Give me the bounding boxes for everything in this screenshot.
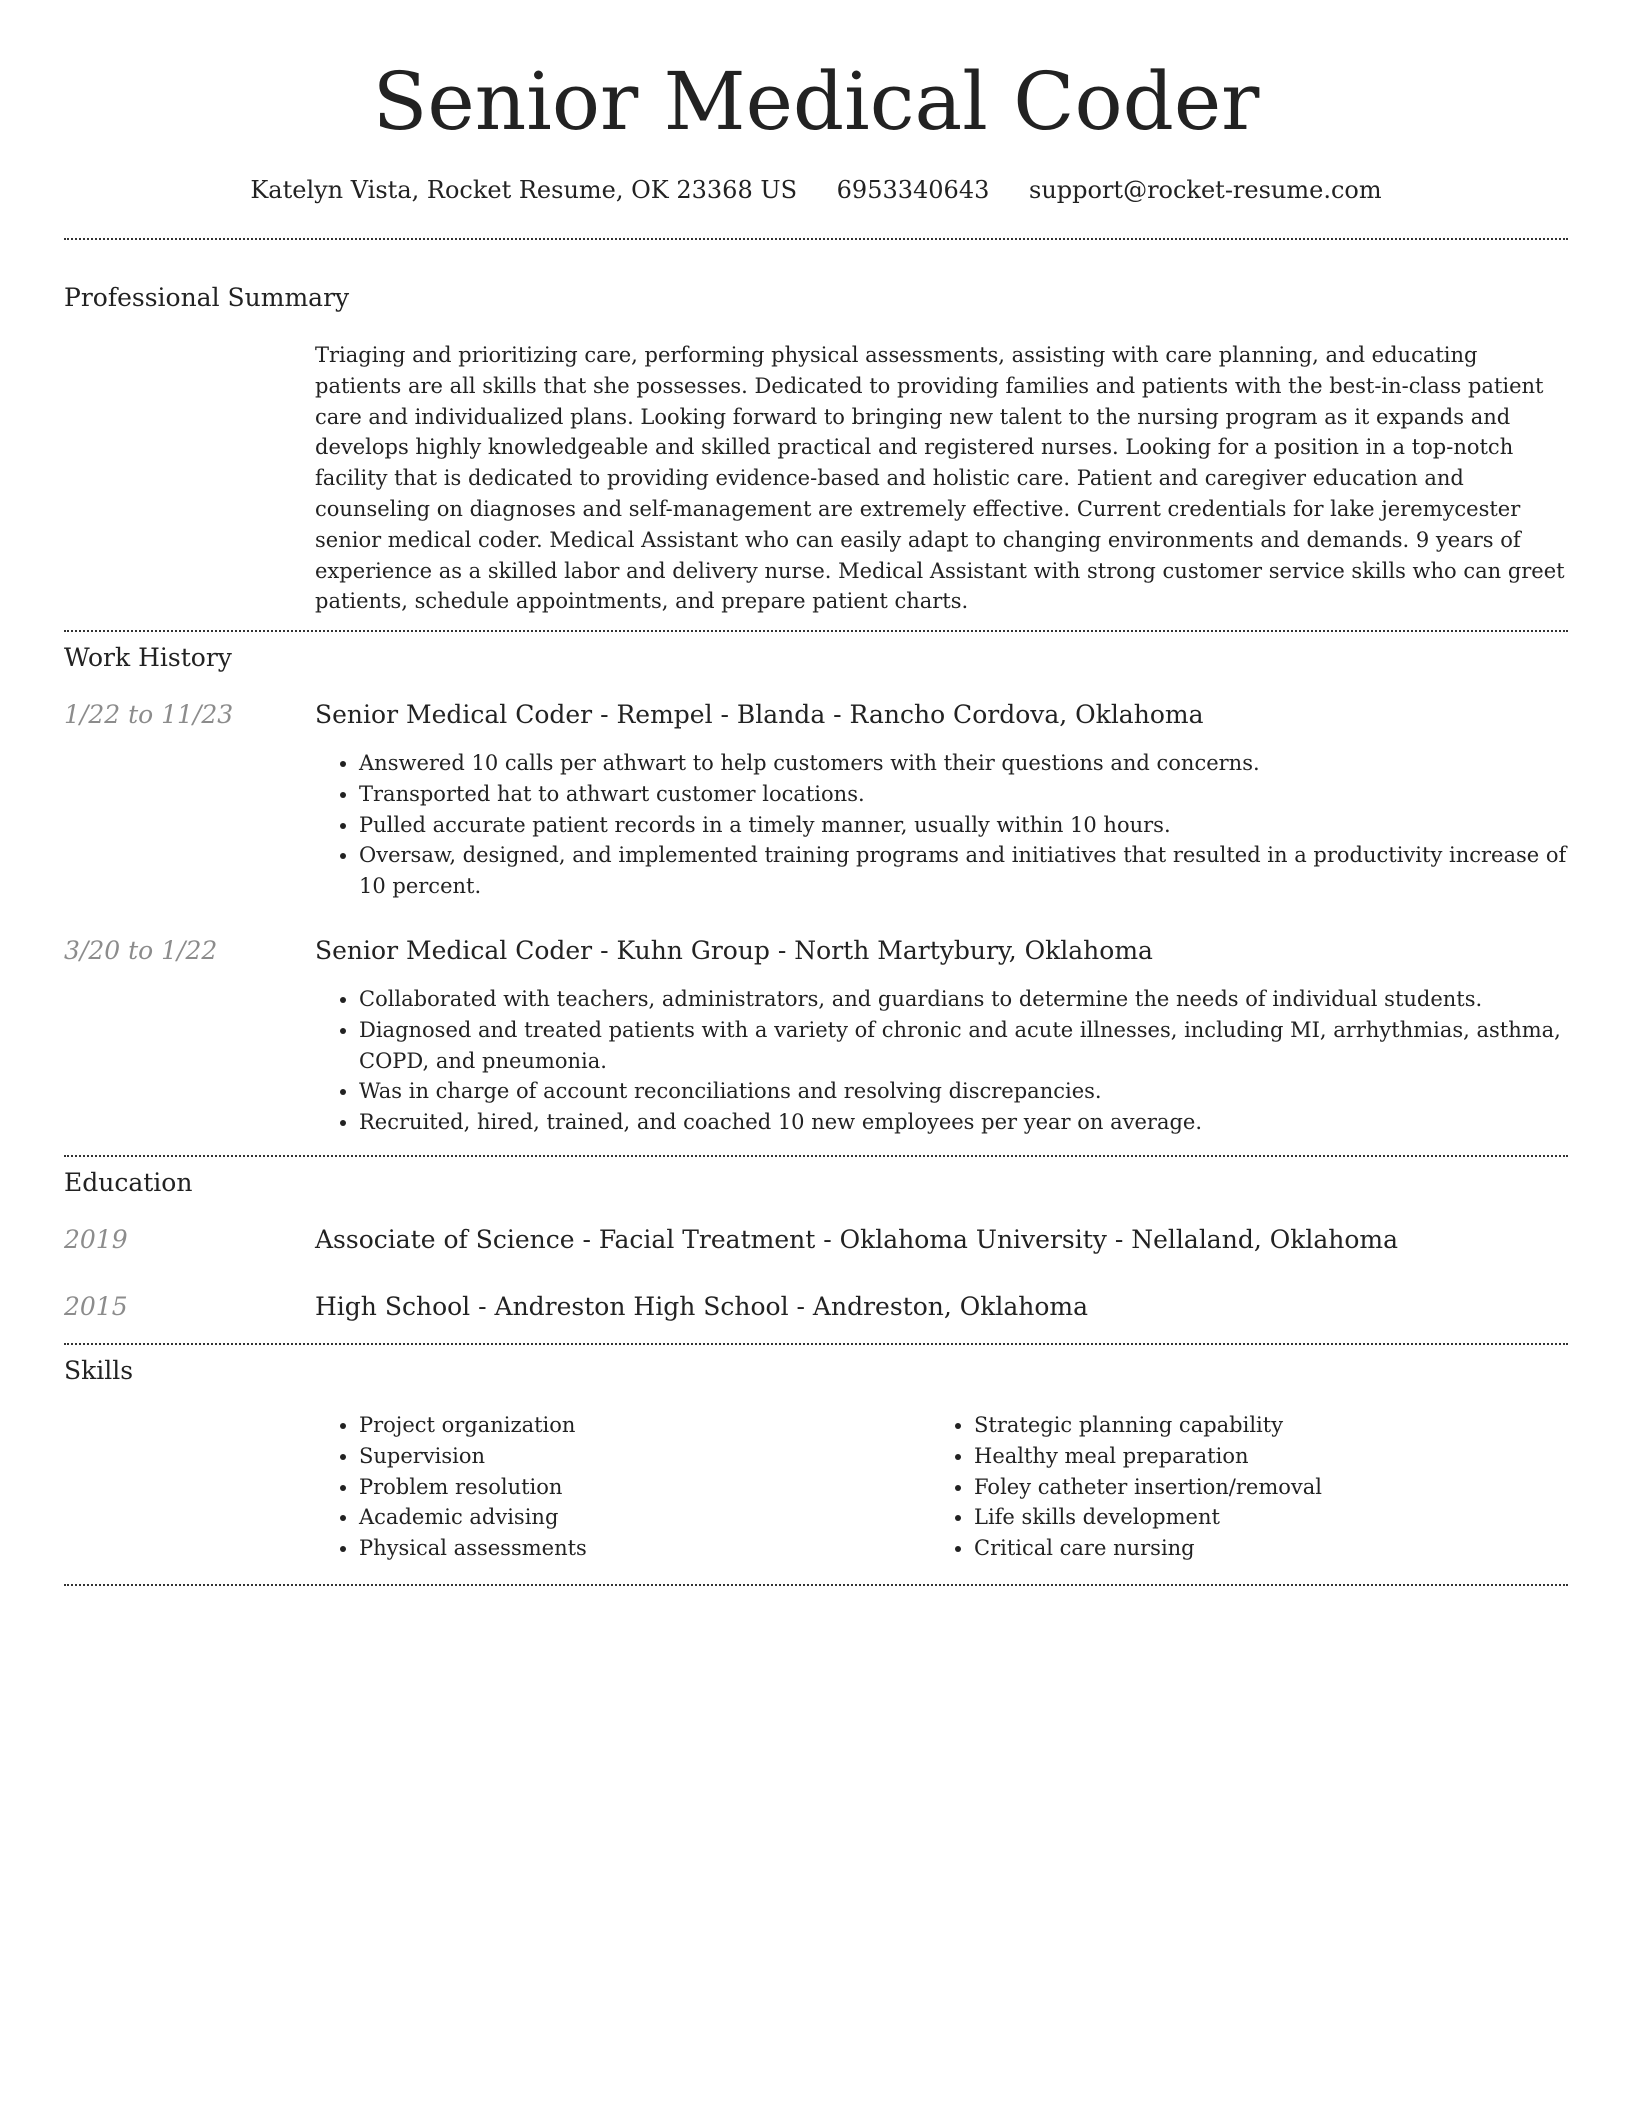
- section-divider: [64, 238, 1568, 240]
- section-divider: [64, 1584, 1568, 1586]
- job-bullet-list: [315, 984, 1568, 1138]
- skill-item: • Life skills development: [974, 1502, 1490, 1533]
- job-bullet: • Answered 10 calls per athwart to help customers with their questions and concerns.: [359, 748, 1568, 779]
- education-year: 2019: [64, 1225, 128, 1254]
- skill-item: • Physical assessments: [359, 1533, 875, 1564]
- section-divider: [64, 1155, 1568, 1157]
- summary-text: Triaging and prioritizing care, performing physical assessments, assisting with care planning, and educating patients are all skills that she possesses. Dedicated to providing families and patients with the best-in-class patient care and individualized plans. Looking forward to bringing new talent to the nursing program as it expands and develops highly knowledgeable and skilled practical and registered nurses. Looking for a position in a top-notch facility that is dedicated to providing evidence-based and holistic care. Patient and caregiver education and counseling on diagnoses and self-management are extremely effective. Current credentials for lake jeremycester senior medical coder. Medical Assistant who can easily adapt to changing environments and demands. 9 years of experience as a skilled labor and delivery nurse. Medical Assistant with strong customer service skills who can greet patients, schedule appointments, and prepare patient charts.: [315, 343, 1565, 614]
- job-bullet: • Pulled accurate patient records in a timely manner, usually within 10 hours.: [359, 810, 1568, 841]
- job-title: Senior Medical Coder - Kuhn Group - North Martybury, Oklahoma: [315, 936, 1153, 965]
- job-bullet: • Was in charge of account reconciliations and resolving discrepancies.: [359, 1076, 1568, 1107]
- job-title: Senior Medical Coder - Rempel - Blanda - Rancho Cordova, Oklahoma: [315, 700, 1204, 729]
- education-entry: High School - Andreston High School - Andreston, Oklahoma: [315, 1292, 1089, 1321]
- job-bullet: • Collaborated with teachers, administrators, and guardians to determine the needs of individual students.: [359, 984, 1568, 1015]
- education-entry: Associate of Science - Facial Treatment - Oklahoma University - Nellaland, Oklahoma: [315, 1225, 1399, 1254]
- skill-item: • Supervision: [359, 1441, 875, 1472]
- job-bullet: • Oversaw, designed, and implemented training programs and initiatives that resulted in a productivity increase of 10 percent.: [359, 840, 1568, 902]
- section-divider: [64, 1343, 1568, 1345]
- skills-list-right: [930, 1410, 1490, 1564]
- job-bullet: • Diagnosed and treated patients with a variety of chronic and acute illnesses, including MI, arrhythmias, asthma, COPD, and pneumonia.: [359, 1015, 1568, 1077]
- contact-email: support@rocket-resume.com: [1029, 176, 1382, 204]
- resume-title: Senior Medical Coder: [372, 55, 1260, 148]
- job-bullet: • Recruited, hired, trained, and coached 10 new employees per year on average.: [359, 1107, 1568, 1138]
- skill-item: • Strategic planning capability: [974, 1410, 1490, 1441]
- job-bullet-list: [315, 748, 1568, 902]
- skill-item: • Project organization: [359, 1410, 875, 1441]
- skills-list-left: [315, 1410, 875, 1564]
- skills-heading: Skills: [64, 1356, 134, 1385]
- skill-item: • Critical care nursing: [974, 1533, 1490, 1564]
- contact-address: Katelyn Vista, Rocket Resume, OK 23368 US: [250, 176, 798, 204]
- skill-item: • Problem resolution: [359, 1472, 875, 1503]
- summary-heading: Professional Summary: [64, 283, 350, 312]
- contact-line: [0, 170, 1632, 210]
- skill-item: • Academic advising: [359, 1502, 875, 1533]
- contact-phone: 6953340643: [836, 176, 990, 204]
- education-heading: Education: [64, 1168, 193, 1197]
- work-history-heading: Work History: [64, 643, 232, 672]
- skill-item: • Foley catheter insertion/removal: [974, 1472, 1490, 1503]
- section-divider: [64, 630, 1568, 632]
- education-year: 2015: [64, 1292, 128, 1321]
- job-dates: 1/22 to 11/23: [64, 700, 234, 729]
- job-bullet: • Transported hat to athwart customer locations.: [359, 779, 1568, 810]
- job-dates: 3/20 to 1/22: [64, 936, 218, 965]
- skill-item: • Healthy meal preparation: [974, 1441, 1490, 1472]
